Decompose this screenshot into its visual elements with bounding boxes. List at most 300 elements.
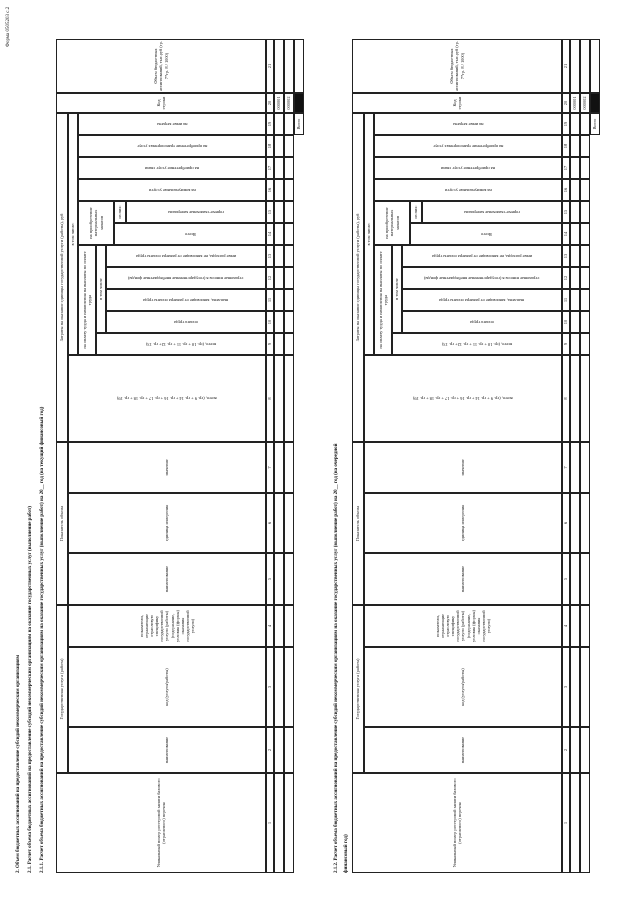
col-labor-total-text: всего, (гр. 10 + гр. 11 + гр. 12+ гр. 13) <box>441 341 513 347</box>
col-number-17 <box>562 157 570 179</box>
col-budget-volume-text: Объем бюджетных ассигнований, тыс.руб (гр. 7*гр. 8 / 1000) <box>153 41 169 91</box>
col-number-14 <box>266 223 274 245</box>
group-material-text: на приобретение материальных запасов <box>88 207 104 239</box>
col-unique-number <box>56 773 266 873</box>
table-cell <box>580 39 590 93</box>
col-number-2 <box>266 727 274 773</box>
col-fuel <box>422 201 562 223</box>
col-other-text: иные расходы, не зависящие от размера оплаты труда <box>135 253 237 259</box>
table-cell-text: 000001 <box>572 96 578 110</box>
col-number-19-text: 19 <box>563 121 569 127</box>
col-transport-text: на приобретение транспортных услуг <box>432 143 504 149</box>
col-number-7 <box>562 442 570 493</box>
table-cell <box>570 605 580 647</box>
table-cell <box>274 39 284 93</box>
table-cell-text: 000001 <box>276 96 282 110</box>
col-number-1-text: 1 <box>563 821 569 825</box>
col-volume-name <box>364 553 562 605</box>
table-cell <box>580 93 590 113</box>
col-number-4 <box>266 605 274 647</box>
table-cell <box>580 267 590 289</box>
col-number-20 <box>562 93 570 113</box>
col-value <box>68 442 266 493</box>
col-budget-volume <box>56 39 266 93</box>
group-costs-text: Затраты на оказание единицы государственной услуги (работы), руб <box>59 213 65 342</box>
table-cell <box>570 267 580 289</box>
sub-incl <box>68 113 78 355</box>
col-number-5-text: 5 <box>563 577 569 581</box>
table-cell <box>274 493 284 553</box>
col-number-20-text: 20 <box>563 100 569 106</box>
table-cell <box>274 157 284 179</box>
table-cell <box>284 39 294 93</box>
sub-material-incl-text: из них: <box>117 205 123 219</box>
table-cell <box>284 245 294 267</box>
col-number-16-text: 16 <box>267 187 273 193</box>
col-volume-name <box>68 553 266 605</box>
col-number-6 <box>562 493 570 553</box>
col-number-1 <box>562 773 570 873</box>
col-other-costs-text: на иные затраты <box>452 121 484 127</box>
total-code-cell <box>590 93 600 113</box>
table-cell <box>580 179 590 201</box>
sub-labor-incl-text: в том числе <box>394 278 400 300</box>
col-communication <box>78 157 266 179</box>
group-volume <box>56 442 68 605</box>
table-cell <box>570 179 580 201</box>
col-number-8 <box>266 355 274 442</box>
col-service-name-text: наименование <box>460 736 466 764</box>
col-labor-total <box>392 333 562 355</box>
col-number-2-text: 2 <box>267 748 273 752</box>
table-cell <box>284 179 294 201</box>
table-cell <box>570 289 580 311</box>
group-labor-text: на оплату труда и начисления на выплаты по оплате труда <box>81 251 92 349</box>
col-fuel <box>126 201 266 223</box>
sub-incl <box>364 113 374 355</box>
col-unique-number <box>352 773 562 873</box>
col-indicators <box>364 605 562 647</box>
col-other-costs <box>374 113 562 135</box>
total-row-label-text: Всего <box>592 118 598 130</box>
col-number-19 <box>266 113 274 135</box>
table-cell-text: 000002 <box>286 96 292 110</box>
col-value <box>364 442 562 493</box>
table-cell <box>570 157 580 179</box>
col-number-18 <box>562 135 570 157</box>
col-material-total <box>410 223 562 245</box>
group-costs <box>56 113 68 442</box>
col-number-19 <box>562 113 570 135</box>
col-number-12-text: 12 <box>563 275 569 281</box>
table-cell <box>580 245 590 267</box>
col-insurance <box>402 267 562 289</box>
table-cell <box>580 113 590 135</box>
col-material-total-text: Всего <box>184 231 196 237</box>
col-wages <box>402 311 562 333</box>
col-transport-text: на приобретение транспортных услуг <box>136 143 208 149</box>
table-cell <box>570 355 580 442</box>
col-number-11 <box>562 289 570 311</box>
col-number-14-text: 14 <box>563 231 569 237</box>
col-total <box>68 355 266 442</box>
col-wages-text: оплата труда <box>470 319 494 325</box>
col-number-21 <box>562 39 570 93</box>
total-row-label <box>590 113 600 135</box>
col-number-6-text: 6 <box>267 521 273 525</box>
col-number-18-text: 18 <box>267 143 273 149</box>
col-number-10 <box>266 311 274 333</box>
col-total-text: всего, (гр. 9 + гр. 14 + гр. 16 + гр. 17 + гр. 18 + гр. 19) <box>117 396 217 402</box>
total-value-cell <box>294 39 304 93</box>
table-cell <box>284 773 294 873</box>
col-budget-volume <box>352 39 562 93</box>
col-number-17-text: 17 <box>267 165 273 171</box>
col-number-5-text: 5 <box>267 577 273 581</box>
table-cell <box>274 135 284 157</box>
table-cell <box>284 93 294 113</box>
col-unit <box>364 493 562 553</box>
col-number-11-text: 11 <box>267 297 273 303</box>
col-number-3-text: 3 <box>563 685 569 689</box>
col-number-20-text: 20 <box>267 100 273 106</box>
table-cell <box>570 727 580 773</box>
col-value-text: значение <box>164 459 170 476</box>
col-number-21 <box>266 39 274 93</box>
table-cell <box>580 333 590 355</box>
table-cell <box>284 157 294 179</box>
col-number-17-text: 17 <box>563 165 569 171</box>
table-cell <box>580 201 590 223</box>
form-label: Форма 0505203 с.2 <box>6 6 11 47</box>
heading-2-1: 2.1. Расчет объема бюджетных ассигнований на предоставление субсидий некоммерческим организациям на оказание государственных услуг (выполнение работ) <box>28 506 33 873</box>
table-cell <box>274 553 284 605</box>
col-service-name <box>364 727 562 773</box>
col-number-11 <box>266 289 274 311</box>
col-service-code-text: код (услуги/работы) <box>460 668 466 706</box>
col-indicators <box>68 605 266 647</box>
col-material-total-text: Всего <box>480 231 492 237</box>
col-row-code <box>352 93 562 113</box>
table-cell <box>580 157 590 179</box>
table-cell <box>274 647 284 727</box>
col-number-12-text: 12 <box>267 275 273 281</box>
heading-2-1-1: 2.1.1. Расчет объема бюджетных ассигнований на предоставление субсидий некоммерческим организациям на оказание государственных услуг (выполнение работ) на 20__ год (на текущий финансовый год) <box>40 406 45 873</box>
table-cell <box>570 493 580 553</box>
table-cell <box>274 727 284 773</box>
col-transport <box>78 135 266 157</box>
col-indicators-text: показатели, отражающие отраслевую специфику государственной услуги (работы) (содержание, условия (формы) оказания государственной услуги) <box>435 610 491 642</box>
col-number-9 <box>266 333 274 355</box>
table-cell <box>274 179 284 201</box>
col-number-3-text: 3 <box>267 685 273 689</box>
table-cell <box>284 333 294 355</box>
col-number-18-text: 18 <box>563 143 569 149</box>
col-number-7-text: 7 <box>267 466 273 469</box>
table-cell <box>274 773 284 873</box>
table-cell <box>284 553 294 605</box>
col-fuel-text: горюче-смазочные материалы <box>168 209 224 215</box>
table-cell <box>274 245 284 267</box>
table-cell <box>284 135 294 157</box>
table-cell <box>284 442 294 493</box>
table-cell <box>570 442 580 493</box>
group-costs-text: Затраты на оказание единицы государственной услуги (работы), руб <box>355 213 361 342</box>
table-cell <box>580 289 590 311</box>
group-material <box>78 201 114 245</box>
col-service-code-text: код (услуги/работы) <box>164 668 170 706</box>
col-number-15-text: 15 <box>267 209 273 215</box>
col-other-text: иные расходы, не зависящие от размера оплаты труда <box>431 253 533 259</box>
col-number-13 <box>266 245 274 267</box>
group-material <box>374 201 410 245</box>
col-labor-total-text: всего, (гр. 10 + гр. 11 + гр. 12+ гр. 13) <box>145 341 217 347</box>
col-number-17 <box>266 157 274 179</box>
sub-incl-text: в том числе: <box>70 222 76 246</box>
sub-labor-incl-text: в том числе <box>98 278 104 300</box>
col-service-name <box>68 727 266 773</box>
col-unit-text: единица измерения <box>460 504 466 542</box>
table-cell-text: 000002 <box>582 96 588 110</box>
col-number-12 <box>266 267 274 289</box>
col-other <box>106 245 266 267</box>
table-cell <box>274 333 284 355</box>
group-volume <box>352 442 364 605</box>
table-cell <box>580 727 590 773</box>
group-service-text: Государственная услуга (работа) <box>59 658 65 720</box>
col-number-8-text: 8 <box>267 397 273 400</box>
table-cell <box>284 267 294 289</box>
col-number-21-text: 21 <box>267 63 273 69</box>
col-number-4 <box>562 605 570 647</box>
col-number-7 <box>266 442 274 493</box>
col-number-15-text: 15 <box>563 209 569 215</box>
col-payments <box>106 289 266 311</box>
col-labor-total <box>96 333 266 355</box>
table-cell <box>580 355 590 442</box>
table-cell <box>284 727 294 773</box>
table-cell <box>570 333 580 355</box>
table-cell <box>570 311 580 333</box>
table-cell <box>580 553 590 605</box>
col-payments-text: выплаты, зависящие от размера оплаты труда <box>143 297 229 303</box>
table-cell <box>274 311 284 333</box>
sub-incl-text: в том числе: <box>366 222 372 246</box>
col-utilities-text: на коммунальные услуги <box>444 187 492 193</box>
col-number-5 <box>562 553 570 605</box>
col-transport <box>374 135 562 157</box>
col-payments-text: выплаты, зависящие от размера оплаты труда <box>439 297 525 303</box>
col-number-14 <box>562 223 570 245</box>
table-cell <box>570 647 580 727</box>
col-number-2-text: 2 <box>563 748 569 752</box>
col-number-14-text: 14 <box>267 231 273 237</box>
total-row-label <box>294 113 304 135</box>
col-utilities <box>78 179 266 201</box>
table-cell <box>580 493 590 553</box>
col-insurance-text: страховые взносы в (государственные внебюджетные фонды) <box>128 275 244 281</box>
table-cell <box>284 201 294 223</box>
col-total-text: всего, (гр. 9 + гр. 14 + гр. 16 + гр. 17 + гр. 18 + гр. 19) <box>413 396 513 402</box>
col-number-11-text: 11 <box>563 297 569 303</box>
total-row-label-text: Всего <box>296 118 302 130</box>
table-cell <box>284 223 294 245</box>
col-service-name-text: наименование <box>164 736 170 764</box>
col-number-15 <box>266 201 274 223</box>
col-value-text: значение <box>460 459 466 476</box>
col-wages-text: оплата труда <box>174 319 198 325</box>
table-cell <box>274 442 284 493</box>
col-number-4-text: 4 <box>267 624 273 628</box>
group-labor <box>78 245 96 355</box>
table-cell <box>570 93 580 113</box>
table-cell <box>570 135 580 157</box>
table-cell <box>284 605 294 647</box>
col-number-1-text: 1 <box>267 821 273 825</box>
col-total <box>364 355 562 442</box>
table-cell <box>570 113 580 135</box>
table-cell <box>274 113 284 135</box>
col-volume-name-text: наименование <box>164 565 170 593</box>
col-unit-text: единица измерения <box>164 504 170 542</box>
col-number-5 <box>266 553 274 605</box>
col-number-16 <box>266 179 274 201</box>
col-volume-name-text: наименование <box>460 565 466 593</box>
col-number-9-text: 9 <box>267 342 273 346</box>
table-cell <box>284 355 294 442</box>
col-indicators-text: показатели, отражающие отраслевую специфику государственной услуги (работы) (содержание, условия (формы) оказания государственной услуги) <box>139 610 195 642</box>
table-cell <box>274 223 284 245</box>
col-number-15 <box>562 201 570 223</box>
group-material-text: на приобретение материальных запасов <box>384 207 400 239</box>
col-fuel-text: горюче-смазочные материалы <box>464 209 520 215</box>
col-number-13-text: 13 <box>563 253 569 259</box>
col-row-code-text: Код строки <box>155 96 166 110</box>
col-number-1 <box>266 773 274 873</box>
col-number-19-text: 19 <box>267 121 273 127</box>
col-number-10-text: 10 <box>267 319 273 325</box>
group-service <box>352 605 364 773</box>
table-cell <box>570 201 580 223</box>
table-cell <box>284 647 294 727</box>
group-costs <box>352 113 364 442</box>
col-communication-text: на приобретение услуг связи <box>145 165 199 171</box>
col-number-9-text: 9 <box>563 342 569 346</box>
col-number-3 <box>562 647 570 727</box>
col-number-6 <box>266 493 274 553</box>
table-cell <box>274 93 284 113</box>
col-service-code <box>364 647 562 727</box>
col-number-2 <box>562 727 570 773</box>
table-cell <box>580 135 590 157</box>
col-number-6-text: 6 <box>563 521 569 525</box>
table-cell <box>274 267 284 289</box>
table-cell <box>570 245 580 267</box>
heading-2-1-2: 2.1.2. Расчет объема бюджетных ассигнований на предоставление субсидий некоммерческим организациям на оказание государственных услуг (выполнение работ) на 20__ год (на очередной <box>334 443 339 873</box>
heading-2-1-2-cont: финансовый год) <box>344 834 349 873</box>
table-cell <box>274 289 284 311</box>
col-number-13-text: 13 <box>267 253 273 259</box>
col-number-3 <box>266 647 274 727</box>
total-code-cell <box>294 93 304 113</box>
sub-material-incl <box>410 201 422 223</box>
col-number-16-text: 16 <box>563 187 569 193</box>
col-number-8-text: 8 <box>563 397 569 400</box>
total-value-cell <box>590 39 600 93</box>
col-payments <box>402 289 562 311</box>
table-cell <box>580 223 590 245</box>
col-insurance-text: страховые взносы в (государственные внебюджетные фонды) <box>424 275 540 281</box>
col-insurance <box>106 267 266 289</box>
table-cell <box>580 647 590 727</box>
col-budget-volume-text: Объем бюджетных ассигнований, тыс.руб (гр. 7*гр. 8 / 1000) <box>449 41 465 91</box>
table-cell <box>274 201 284 223</box>
table-cell <box>570 39 580 93</box>
sub-material-incl-text: из них: <box>413 205 419 219</box>
col-utilities-text: на коммунальные услуги <box>148 187 196 193</box>
col-number-16 <box>562 179 570 201</box>
col-service-code <box>68 647 266 727</box>
col-communication-text: на приобретение услуг связи <box>441 165 495 171</box>
col-row-code <box>56 93 266 113</box>
table-cell <box>284 289 294 311</box>
col-number-21-text: 21 <box>563 63 569 69</box>
col-number-7-text: 7 <box>563 466 569 469</box>
col-row-code-text: Код строки <box>451 96 462 110</box>
group-service <box>56 605 68 773</box>
col-number-12 <box>562 267 570 289</box>
col-number-4-text: 4 <box>563 624 569 628</box>
col-number-13 <box>562 245 570 267</box>
table-cell <box>284 493 294 553</box>
col-other-costs-text: на иные затраты <box>156 121 188 127</box>
sub-labor-incl <box>392 245 402 333</box>
table-cell <box>580 773 590 873</box>
col-wages <box>106 311 266 333</box>
table-cell <box>570 553 580 605</box>
col-number-20 <box>266 93 274 113</box>
group-service-text: Государственная услуга (работа) <box>355 658 361 720</box>
group-labor-text: на оплату труда и начисления на выплаты по оплате труда <box>377 251 388 349</box>
table-cell <box>580 311 590 333</box>
group-labor <box>374 245 392 355</box>
table-cell <box>274 605 284 647</box>
sub-labor-incl <box>96 245 106 333</box>
col-number-10-text: 10 <box>563 319 569 325</box>
heading-main: 2. Объем бюджетных ассигнований на предоставление субсидий некоммерческим организациям <box>16 654 21 873</box>
sub-material-incl <box>114 201 126 223</box>
group-volume-text: Показатель объема <box>59 505 65 542</box>
col-number-8 <box>562 355 570 442</box>
col-number-10 <box>562 311 570 333</box>
col-utilities <box>374 179 562 201</box>
table-cell <box>570 223 580 245</box>
col-number-9 <box>562 333 570 355</box>
col-number-18 <box>266 135 274 157</box>
col-material-total <box>114 223 266 245</box>
table-cell <box>284 113 294 135</box>
table-cell <box>580 442 590 493</box>
table-cell <box>570 773 580 873</box>
table-cell <box>580 605 590 647</box>
col-other <box>402 245 562 267</box>
col-unique-number-text: Уникальный номер реестровой записи базового (отраслевого) перечня <box>155 778 166 868</box>
col-unique-number-text: Уникальный номер реестровой записи базового (отраслевого) перечня <box>451 778 462 868</box>
table-cell <box>284 311 294 333</box>
table-cell <box>274 355 284 442</box>
col-communication <box>374 157 562 179</box>
col-unit <box>68 493 266 553</box>
